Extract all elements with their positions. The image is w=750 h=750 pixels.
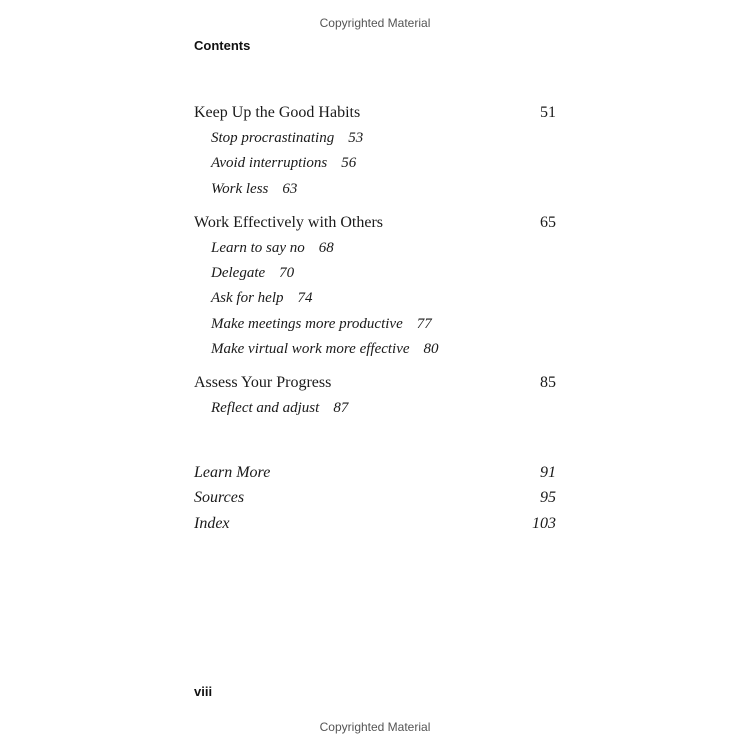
- toc-subentry: [194, 177, 556, 202]
- subentry-page-number: 56: [341, 155, 357, 172]
- toc-section-heading: [194, 370, 556, 396]
- subentry-page-number: 53: [348, 130, 364, 146]
- subentry-page-number: 70: [279, 265, 295, 282]
- copyright-watermark-top: Copyrighted Material: [319, 16, 431, 30]
- section-page-number: 65: [540, 213, 556, 231]
- subentry-title: Learn to say no: [211, 239, 305, 256]
- backmatter-title: Index: [194, 514, 230, 532]
- section-title: Keep Up the Good Habits: [194, 104, 361, 121]
- toc-section: [194, 100, 556, 202]
- toc-subentry: [194, 396, 556, 421]
- toc-subentry: [194, 312, 556, 337]
- subentry-page-number: 63: [282, 180, 298, 197]
- subentry-page-number: 77: [416, 315, 432, 332]
- toc-subentry: [194, 261, 556, 286]
- backmatter-page-number: 103: [532, 514, 556, 532]
- subentry-page-number: 74: [297, 290, 313, 307]
- backmatter-entry: [194, 511, 556, 537]
- page-folio: viii: [194, 684, 213, 699]
- subentry-title: Work less: [211, 180, 269, 197]
- subentry-title: Ask for help: [211, 290, 284, 307]
- backmatter-entry: [194, 460, 556, 486]
- section-title: Assess Your Progress: [194, 374, 332, 392]
- toc-subentry: [194, 126, 556, 151]
- copyright-watermark-bottom: Copyrighted Material: [319, 720, 431, 734]
- subentry-page-number: 80: [423, 341, 439, 358]
- toc-subentry: [194, 236, 556, 261]
- subentry-title: Reflect and adjust: [211, 400, 320, 417]
- subentry-title: Stop procrastinating: [211, 130, 335, 146]
- subentry-title: Avoid interruptions: [211, 155, 328, 172]
- section-page-number: 85: [540, 374, 556, 392]
- section-page-number: 51: [540, 104, 556, 121]
- toc-section-heading: [194, 210, 556, 236]
- table-of-contents: [194, 100, 556, 536]
- toc-section: [194, 210, 556, 362]
- running-head: Contents: [194, 38, 251, 53]
- subentry-page-number: 87: [333, 400, 349, 417]
- backmatter-page-number: 91: [540, 463, 556, 481]
- section-title: Work Effectively with Others: [194, 213, 384, 231]
- backmatter-entry: [194, 485, 556, 511]
- toc-backmatter: [194, 460, 556, 537]
- toc-section-heading: [194, 100, 556, 126]
- subentry-title: Make meetings more productive: [211, 315, 403, 332]
- backmatter-title: Sources: [194, 489, 245, 507]
- toc-subentry: [194, 286, 556, 311]
- toc-section: [194, 370, 556, 421]
- backmatter-page-number: 95: [540, 489, 556, 507]
- backmatter-title: Learn More: [194, 463, 271, 481]
- toc-subentry: [194, 337, 556, 362]
- subentry-title: Make virtual work more effective: [211, 341, 410, 358]
- toc-subentry: [194, 151, 556, 176]
- subentry-title: Delegate: [211, 265, 266, 282]
- subentry-page-number: 68: [318, 239, 334, 256]
